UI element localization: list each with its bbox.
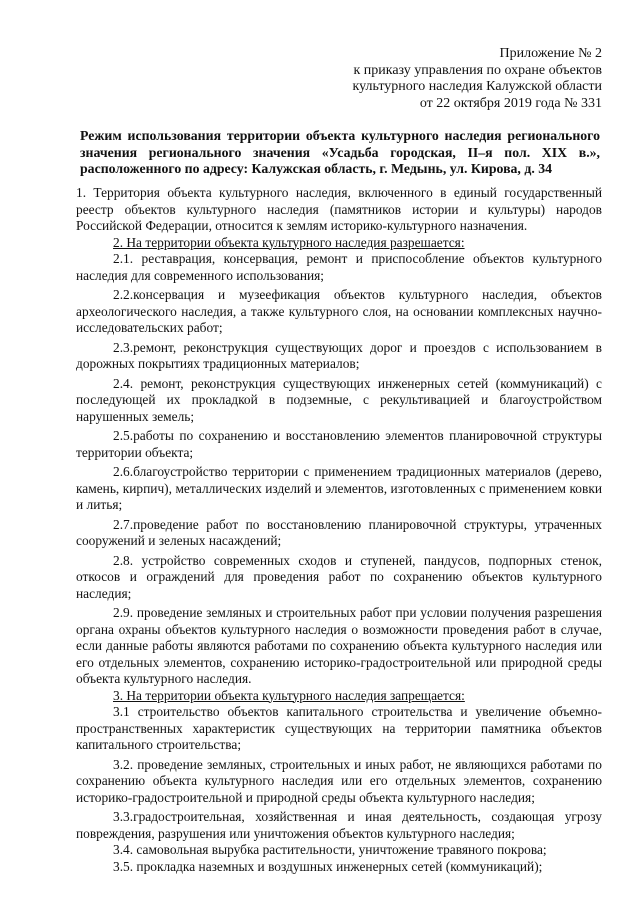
paragraph-2-6: 2.6.благоустройство территории с применением традиционных материалов (дерево, камень, кирпич), металлических изделий и элементов, изготовленных с применением ковки и литья; [76,464,602,512]
paragraph-1: 1. Территория объекта культурного наследия, включенного в единый государственный реестр объектов культурного наследия (памятников истории и культуры) народов Российской Федерации, относится к землям историко-культурного назначения. [76,185,602,233]
paragraph-2-3: 2.3.ремонт, реконструкция существующих дорог и проездов с использованием в дорожных покрытиях традиционных материалов; [76,339,602,371]
paragraph-3-5: 3.5. прокладка наземных и воздушных инженерных сетей (коммуникаций); [113,858,543,874]
paragraph-2-7: 2.7.проведение работ по восстановлению планировочной структуры, утраченных сооружений и зеленых насаждений; [76,516,602,548]
paragraph-2-4: 2.4. ремонт, реконструкция существующих инженерных сетей (коммуникаций) с последующей их прокладкой в подземные, с рекультивацией и благоустройством нарушенных земель; [76,375,602,424]
section-2-heading [76,235,602,252]
header-line-1: Приложение № 2 [499,46,602,61]
header-line-4: от 22 октября 2019 года № 331 [419,95,602,111]
section-3-heading-text: 3. На территории объекта культурного наследия запрещается: [113,687,465,703]
paragraph-2-9: 2.9. проведение земляных и строительных работ при условии получения разрешения органа охраны объектов культурного наследия о возможности проведения работ в случае, если данные работы являются работами по сохранению объекта культурного наследия или его отдельных элементов, сохранению историко-градостроительной или природной среды объекта культурного наследия. [76,605,602,686]
paragraph-2-1: 2.1. реставрация, консервация, ремонт и приспособление объектов культурного наследия для современного использования; [76,251,602,283]
section-2-heading-text: 2. На территории объекта культурного наследия разрешается: [113,234,465,250]
section-3-heading [76,688,602,705]
header-line-3: культурного наследия Калужской области [352,79,602,94]
document-body [76,185,602,875]
paragraph-2-8: 2.8. устройство современных сходов и ступеней, пандусов, подпорных стенок, откосов и ограждений для проведения работ по сохранению объектов культурного наследия; [76,552,602,601]
paragraph-3-2: 3.2. проведение земляных, строительных и иных работ, не являющихся работами по сохранению объекта культурного наследия или его отдельных элементов, сохранению историко-градостроительной и природной среды объекта культурного наследия; [76,756,602,805]
paragraph-3-1: 3.1 строительство объектов капитального строительства и увеличение объемно-пространственных характеристик существующих на территории памятника объектов капитального строительства; [76,704,602,752]
document-header [353,46,602,112]
paragraph-2-2: 2.2.консервация и музеефикация объектов культурного наследия, объектов археологического наследия, а также культурного слоя, на основании комплексных научно-исследовательских работ; [76,287,602,335]
paragraph-3-3: 3.3.градостроительная, хозяйственная и иная деятельность, создающая угрозу повреждения, разрушения или уничтожения объектов культурного наследия; [76,809,602,841]
paragraph-2-5: 2.5.работы по сохранению и восстановлению элементов планировочной структуры территории объекта; [76,428,602,460]
paragraph-3-4: 3.4. самовольная вырубка растительности, уничтожение травяного покрова; [113,842,547,857]
header-line-2: к приказу управления по охране объектов [353,62,602,78]
document-title: Режим использования территории объекта культурного наследия регионального значения регионального значения «Усадьба городская, II–я пол. XIX в.», расположенного по адресу: Калужская область, г. Медынь, ул. Кирова, д. 34 [80,128,600,177]
